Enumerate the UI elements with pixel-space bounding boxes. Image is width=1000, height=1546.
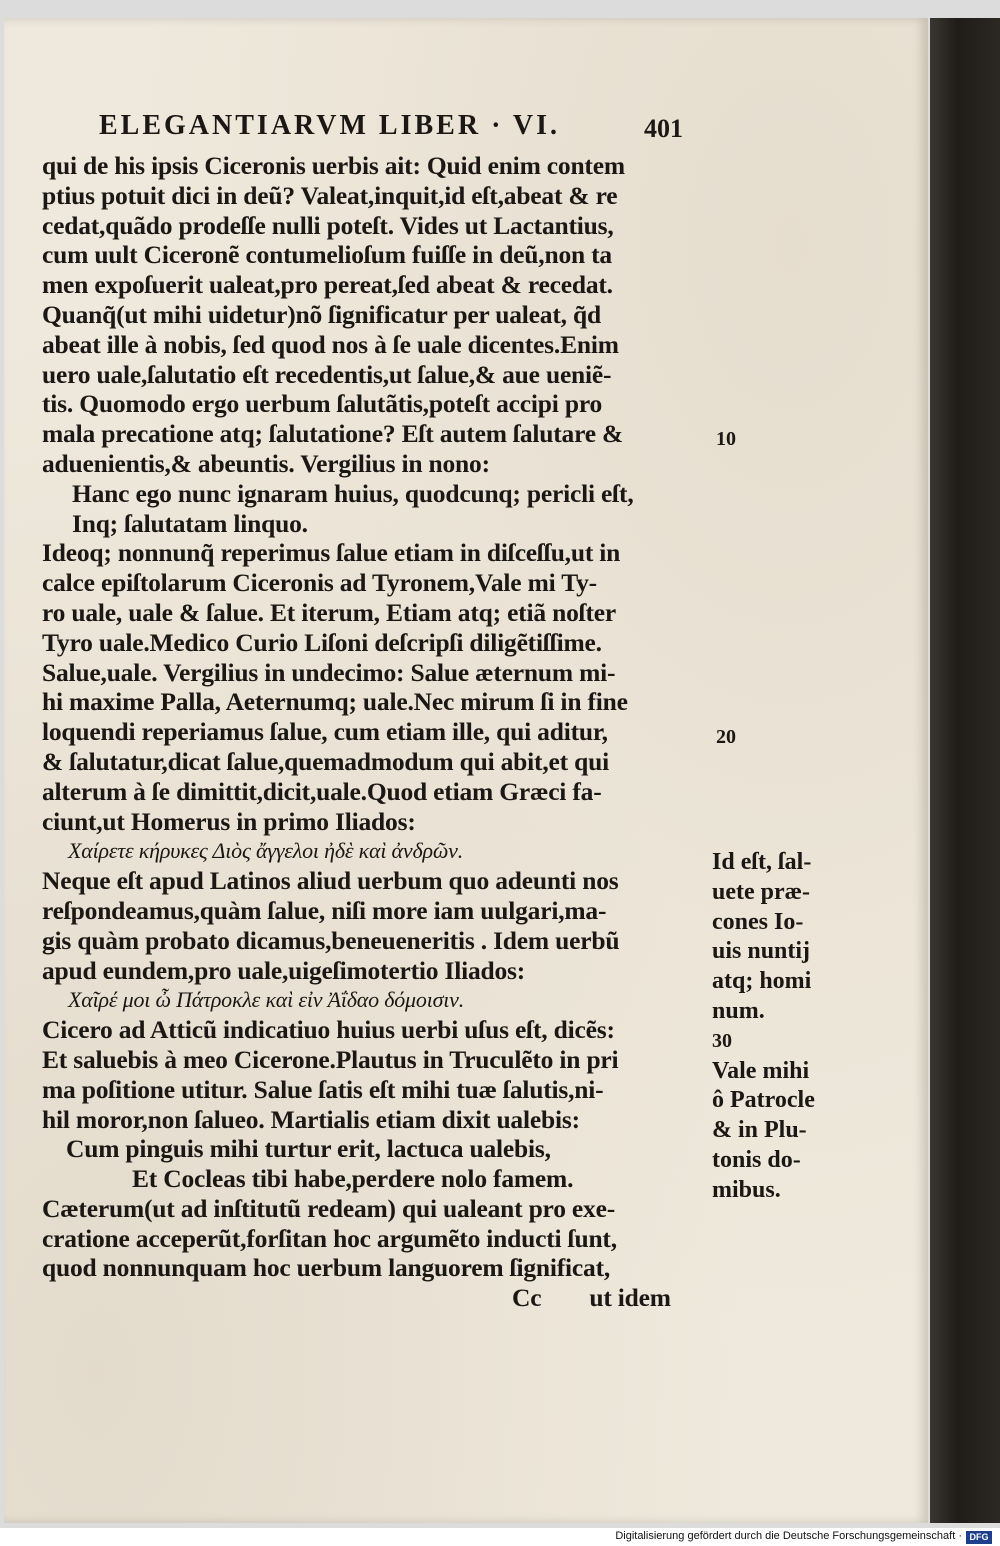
margin-line: atq; homi [712, 968, 812, 995]
text-line: uero uale,ſalutatio eſt recedentis,ut ſalue,& aue ueniẽ- [42, 359, 612, 389]
text-line: cum uult Ciceronẽ contumelioſum fuiſſe in deũ,non ta [42, 240, 612, 270]
line-number: 10 [716, 428, 736, 450]
text-line: Tyro uale.Medico Curio Liſoni deſcripſi diligẽtiſſime. [42, 627, 602, 657]
folio-number: 401 [644, 114, 683, 143]
text-line: ro uale, uale & ſalue. Et iterum, Etiam atq; etiã noſter [42, 597, 617, 627]
text-line: & ſalutatur,dicat ſalue,quemadmodum qui abit,et qui [42, 746, 609, 776]
text-line: Ideoq; nonnunq̃ reperimus ſalue etiam in diſceſſu,ut in [42, 538, 621, 568]
text-line: gis quàm probato dicamus,beneueneritis . Idem uerbũ [42, 925, 620, 955]
verse-line: Et Cocleas tibi habe,perdere nolo famem. [132, 1164, 574, 1194]
text-line: calce epiſtolarum Ciceronis ad Tyronem,Vale mi Ty- [42, 568, 597, 598]
margin-line: & in Plu- [712, 1117, 807, 1144]
text-line: alterum à ſe dimittit,dicit,uale.Quod etiam Græci fa- [42, 776, 602, 806]
text-line: apud eundem,pro uale,uigeſimotertio Iliados: [42, 955, 526, 985]
line-number: 20 [716, 726, 736, 748]
catchword: ut idem [589, 1283, 671, 1313]
text-line: quod nonnunquam hoc uerbum languorem ſignificat, [42, 1253, 611, 1283]
book-binding-edge [930, 18, 1000, 1523]
text-line: mala precatione atq; ſalutatione? Eſt autem ſalutare & [42, 419, 624, 449]
margin-line: uete præ- [712, 878, 810, 905]
text-line: Et saluebis à meo Cicerone.Plautus in Truculẽto in pri [42, 1044, 619, 1074]
marginal-gloss [712, 848, 852, 1206]
text-line: Quanq̃(ut mihi uidetur)nõ ſignificatur per ualeat, q̃d [42, 299, 601, 329]
margin-line: mibus. [712, 1176, 781, 1203]
margin-line: uis nuntij [712, 938, 811, 965]
text-line: loquendi reperiamus ſalue, cum etiam ille, qui aditur, [42, 717, 608, 747]
text-line: tis. Quomodo ergo uerbum ſalutãtis,poteſt accipi pro [42, 389, 603, 419]
text-line: Cæterum(ut ad inſtitutũ redeam) qui ualeant pro exe- [42, 1193, 616, 1223]
verse-line: Inq; ſalutatam linquo. [72, 508, 308, 538]
line-number: 30 [712, 1029, 732, 1052]
book-page [4, 18, 928, 1523]
margin-line: tonis do- [712, 1146, 801, 1173]
funding-credit: Digitalisierung gefördert durch die Deutsche Forschungsgemeinschaft · [615, 1530, 962, 1542]
margin-line: num. [712, 997, 765, 1024]
greek-quote-line: Χαῖρέ μοι ὦ Πάτροκλε καὶ εἰν Ἀΐδαο δόμοισιν. [68, 987, 465, 1013]
text-line: ciunt,ut Homerus in primo Iliados: [42, 806, 416, 836]
main-text-block [42, 151, 722, 1313]
verse-line: Hanc ego nunc ignaram huius, quodcunq; pericli eſt, [72, 478, 634, 508]
greek-quote-line: Χαίρετε κήρυκες Διὸς ἄγγελοι ἠδὲ καὶ ἀνδρῶν. [68, 838, 464, 864]
text-line: ma poſitione utitur. Salue ſatis eſt mihi tuæ ſalutis,ni- [42, 1074, 604, 1104]
text-line: Neque eſt apud Latinos aliud uerbum quo adeunti nos [42, 866, 619, 896]
text-line: hi maxime Palla, Aeternumq; uale.Nec mirum ſi in fine [42, 687, 628, 717]
margin-line: ô Patrocle [712, 1087, 815, 1114]
text-line: abeat ille à nobis, ſed quod nos à ſe uale dicentes.Enim [42, 329, 619, 359]
text-line: cratione acceperũt,forſitan hoc argumẽto inducti ſunt, [42, 1223, 617, 1253]
margin-line: Vale mihi [712, 1057, 810, 1084]
text-line: Salue,uale. Vergilius in undecimo: Salue æternum mi- [42, 657, 616, 687]
text-line: ptius potuit dici in deũ? Valeat,inquit,id eſt,abeat & re [42, 180, 618, 210]
dfg-logo: DFG [966, 1531, 992, 1544]
catchword-line [42, 1283, 722, 1313]
text-line: men expoſuerit ualeat,pro pereat,ſed abeat & recedat. [42, 270, 613, 300]
running-head: ELEGANTIARVM LIBER · VI. [99, 110, 561, 141]
text-line: Cicero ad Atticũ indicatiuo huius uerbi uſus eſt, dicẽs: [42, 1015, 615, 1045]
margin-line: cones Io- [712, 908, 804, 935]
margin-line: Id eſt, ſal- [712, 849, 812, 875]
text-line: reſpondeamus,quàm ſalue, niſi more iam uulgari,ma- [42, 895, 607, 925]
text-line: qui de his ipsis Ciceronis uerbis ait: Quid enim contem [42, 151, 625, 180]
text-line: hil moror,non ſalueo. Martialis etiam dixit ualebis: [42, 1104, 580, 1134]
text-line: cedat,quãdo prodeſſe nulli poteſt. Vides ut Lactantius, [42, 210, 614, 240]
text-line: aduenientis,& abeuntis. Vergilius in nono: [42, 448, 490, 478]
signature-mark: Cc [512, 1283, 542, 1313]
verse-line: Cum pinguis mihi turtur erit, lactuca ualebis, [66, 1134, 551, 1164]
